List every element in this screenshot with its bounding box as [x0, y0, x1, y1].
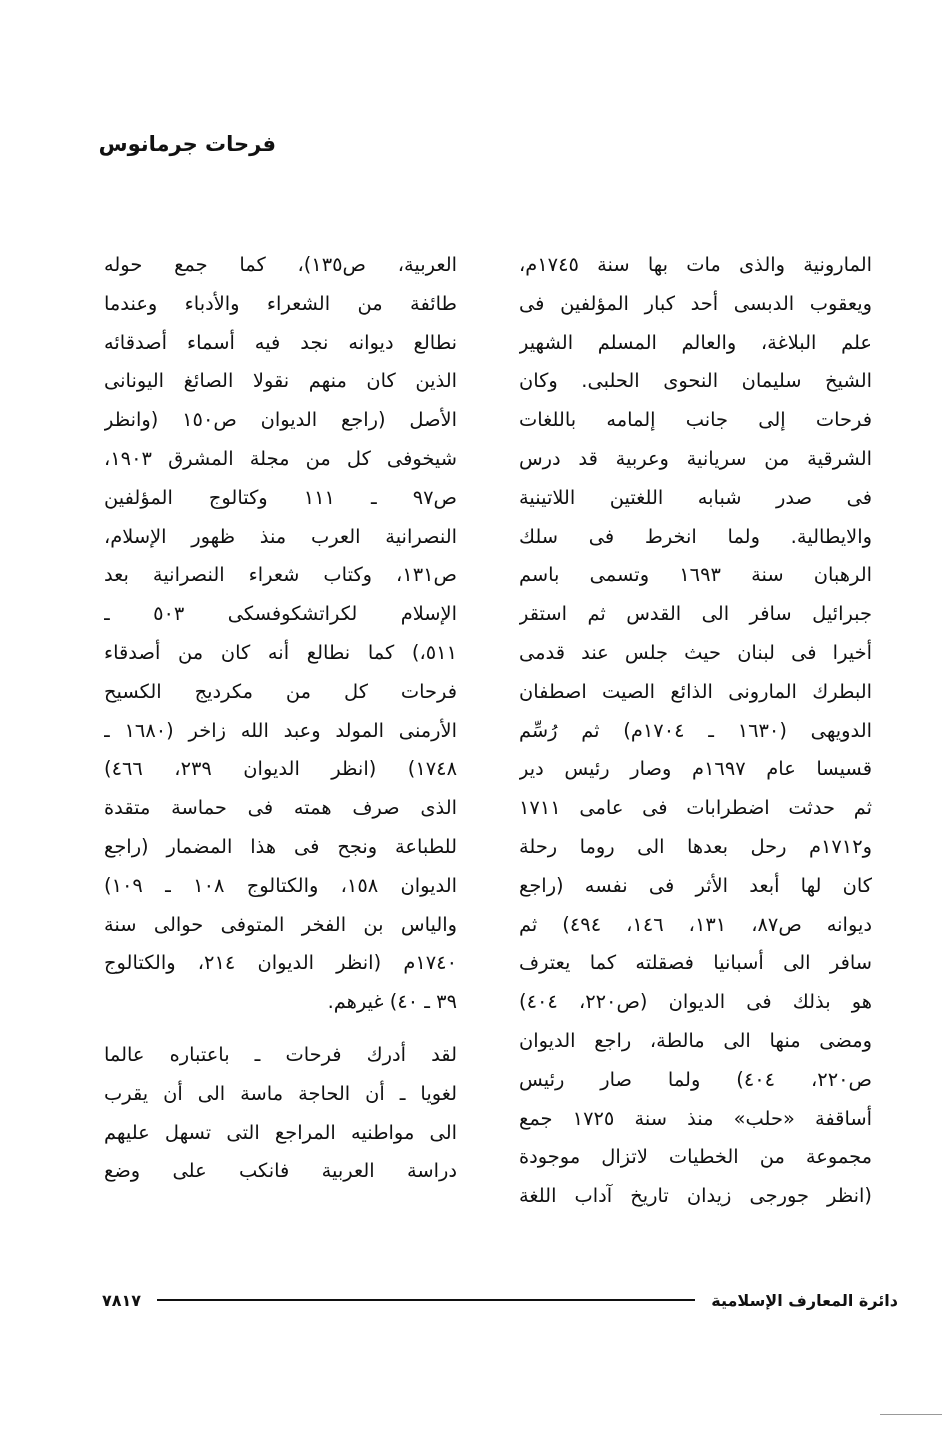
text-line: فرحات كل من مكرديج الكسيح: [104, 679, 457, 703]
text-line: الدويهى (١٦٣٠ ـ ١٧٠٤م) ثم رُسِّم: [519, 718, 872, 742]
text-line: الإسلام لكراتشكوفسكى ٥٠٣ ـ: [104, 602, 457, 626]
text-line: العربية، ص١٣٥)، كما جمع حوله: [104, 253, 457, 276]
text-line: الرهبان سنة ١٦٩٣ وتسمى باسم: [519, 563, 872, 587]
text-line: الأصل (راجع الديوان ص١٥٠ (وانظر: [104, 408, 457, 432]
journal-name: دائرة المعارف الإسلامية: [711, 1290, 898, 1310]
text-line: ٥١١،) كما نطالع أنه كان من أصدقاء: [104, 640, 457, 664]
text-line: الذين كان منهم نقولا الصائغ اليونانى: [104, 369, 457, 393]
text-line: والياس بن الفخر المتوفى حوالى سنة: [104, 912, 457, 936]
text-line: لغويا ـ أن الحاجة ماسة الى أن يقرب: [104, 1081, 457, 1105]
text-line: هو بذلك فى الديوان (ص٢٢٠، ٤٠٤): [519, 990, 872, 1014]
left-text-column: [104, 246, 457, 1191]
text-line: أساقفة «حلب» منذ سنة ١٧٢٥ جمع: [519, 1106, 872, 1130]
text-line: ومضى منها الى مالطة، راجع الديوان: [519, 1028, 872, 1052]
text-line: سافر الى أسبانيا فصقلته كما يعترف: [519, 951, 872, 975]
text-line: علم البلاغة، والعالم المسلم الشهير: [519, 330, 872, 354]
text-line: والايطالية. ولما انخرط فى سلك: [519, 524, 872, 548]
text-line: قسيسا عام ١٦٩٧م وصار رئيس دير: [519, 757, 872, 781]
right-text-column: [519, 246, 872, 1216]
text-line: طائفة من الشعراء والأدباء وعندما: [104, 291, 457, 315]
text-line: الشرقية من سريانية وعربية قد درس: [519, 446, 872, 470]
text-line: للطباعة ونجح فى هذا المضمار (راجع: [104, 834, 457, 858]
text-line: ويعقوب الدبسى أحد كبار المؤلفين فى: [519, 291, 872, 315]
page-number: ٧٨١٧: [102, 1290, 142, 1310]
text-line: ١٧٤٨) (انظر الديوان ٢٣٩، ٤٦٦): [104, 757, 457, 781]
text-line: أخيرا فى لبنان حيث جلس عند قدمى: [519, 640, 872, 664]
text-line: نطالع ديوانه نجد فيه أسماء أصدقائه: [104, 330, 457, 354]
text-line: المارونية والذى مات بها سنة ١٧٤٥م،: [519, 253, 872, 276]
text-line: النصرانية العرب منذ ظهور الإسلام،: [104, 524, 457, 548]
text-line: شيخوفى كل من مجلة المشرق ١٩٠٣،: [104, 446, 457, 470]
paragraph-gap: [104, 1022, 457, 1036]
text-line: الذى صرف همته فى حماسة متقدة: [104, 796, 457, 820]
footer-rule: [157, 1299, 695, 1301]
text-line: الديوان ١٥٨، والكتالوج ١٠٨ ـ ١٠٩): [104, 873, 457, 897]
text-line: ص١٣١، وكتاب شعراء النصرانية بعد: [104, 563, 457, 587]
page-footer: [102, 1288, 898, 1312]
text-line: فى صدر شبابه اللغتين اللاتينية: [519, 485, 872, 509]
text-line: فرحات إلى جانب إلمامه باللغات: [519, 408, 872, 432]
text-line: كان لها أبعد الأثر فى نفسه (راجع: [519, 873, 872, 897]
text-line: الأرمنى المولد وعبد الله زاخر (١٦٨٠ ـ: [104, 718, 457, 742]
text-line: جبرائيل سافر الى القدس ثم استقر: [519, 602, 872, 626]
text-line: ١٧٤٠م (انظر الديوان ٢١٤، والكتالوج: [104, 951, 457, 975]
text-line: ص٩٧ ـ ١١١ وكتالوج المؤلفين: [104, 485, 457, 509]
text-line: ديوانه ص٨٧، ١٣١، ١٤٦، ٤٩٤) ثم: [519, 912, 872, 936]
text-line: ٣٩ ـ ٤٠) غيرهم.: [327, 990, 457, 1014]
text-line: (انظر جورجى زيدان تاريخ آداب اللغة: [519, 1184, 872, 1208]
text-line: الى مواطنيه المراجع التى تسهل عليهم: [104, 1120, 457, 1144]
text-line: ثم حدثت اضطرابات فى عامى ١٧١١: [519, 796, 872, 820]
text-line: لقد أدرك فرحات ـ باعتباره عالما: [104, 1042, 457, 1066]
text-line: و١٧١٢م رحل بعدها الى روما رحلة: [519, 834, 872, 858]
text-line: مجموعة من الخطيات لاتزال موجودة: [519, 1145, 872, 1169]
text-line: البطرك المارونى الذائع الصيت اصطفان: [519, 679, 872, 703]
text-line: الشيخ سليمان النحوى الحلبى. وكان: [519, 369, 872, 393]
text-line: دراسة العربية فانكب على وضع: [104, 1159, 457, 1183]
text-line: ص٢٢٠، ٤٠٤) ولما صار رئيس: [519, 1067, 872, 1091]
page-header-title: فرحات جرمانوس: [98, 132, 276, 156]
scan-edge-mark: [880, 1414, 942, 1415]
